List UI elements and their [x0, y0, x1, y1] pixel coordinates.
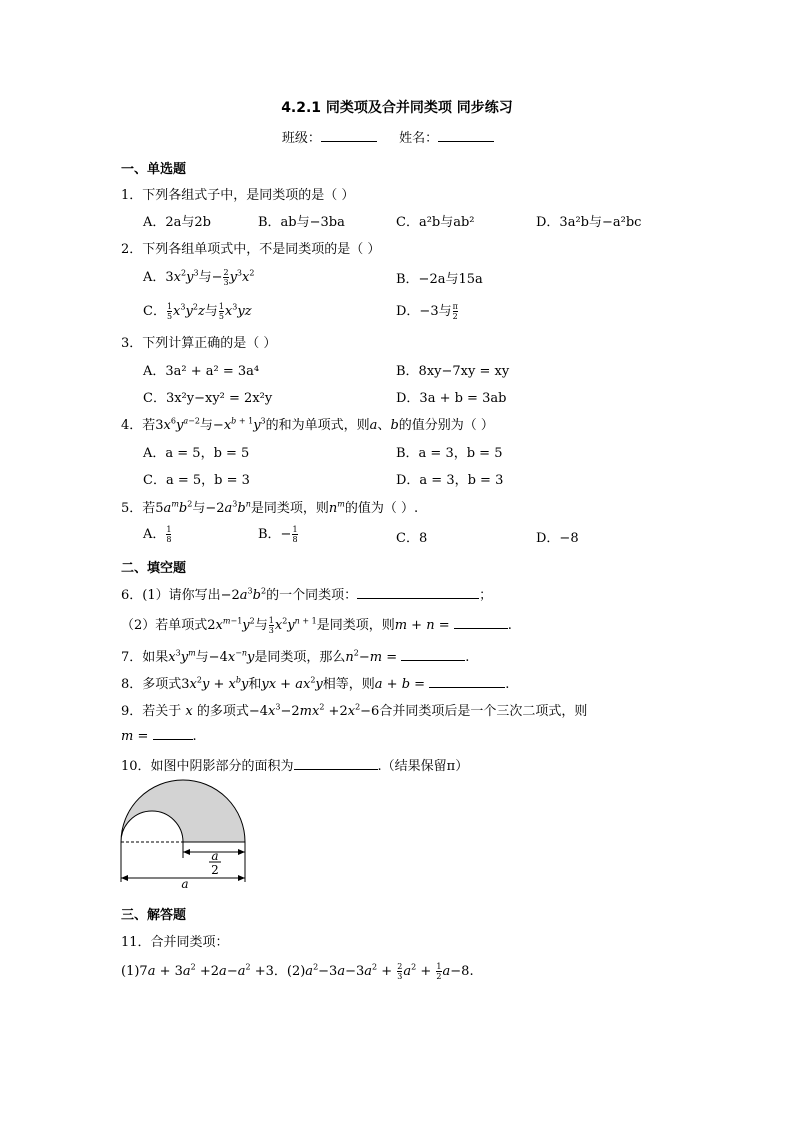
q5-option-a[interactable]: A． $\frac{1}{8}$	[143, 525, 172, 544]
q8: 8．多项式$3x^2y + x^by$和yx + $ax^2y$相等，则a + b = .	[121, 675, 510, 692]
q4-stem: 4．若$3x^6y^{a-2}$与$-x^{b + 1}y^3$的和为单项式，则a、b的值分别为（ ）	[121, 416, 494, 433]
q9-blank[interactable]	[153, 727, 193, 740]
q10-figure	[115, 778, 255, 890]
full-label: a	[181, 877, 189, 890]
q3-option-d[interactable]: D．3a + b = 3ab	[396, 391, 507, 406]
half-arrow-left	[183, 849, 190, 855]
q4-option-a[interactable]: A．a = 5，b = 5	[143, 446, 250, 461]
q1-option-a[interactable]: A．2a与2b	[143, 215, 212, 230]
q3-stem: 3．下列计算正确的是（ ）	[121, 336, 277, 351]
full-arrow-right	[238, 875, 245, 881]
q3-option-c[interactable]: C．3x²y−xy² = 2x²y	[143, 391, 273, 406]
q7-blank[interactable]	[401, 648, 465, 661]
q10-tail: .（结果保留π）	[377, 759, 469, 774]
q8-blank[interactable]	[429, 675, 505, 688]
q5-option-b[interactable]: B．− $\frac{1}{8}$	[258, 525, 298, 544]
q2-stem: 2．下列各组单项式中，不是同类项的是（ ）	[121, 242, 381, 257]
page-title: 4.2.1 同类项及合并同类项 同步练习	[281, 100, 513, 116]
q6-part2: （2）若单项式$2x^{m-1}y^2$与 $\frac{1}{3}$ $x^2y^{n + 1}$是同类项，则m + n = .	[121, 616, 512, 635]
q1-option-c[interactable]: C．a²b与ab²	[396, 215, 475, 230]
q6-blank-2[interactable]	[454, 616, 508, 629]
q1-stem: 1．下列各组式子中，是同类项的是（ ）	[121, 188, 355, 203]
q6-part1: 6．(1）请你写出$-2a^3b^2$的一个同类项： ；	[121, 586, 493, 603]
q9: 9．若关于 x 的多项式$-4x^3-2mx^2 +2x^2-6$合并同类项后是一个三次二项式，则	[121, 702, 588, 719]
q3-option-b[interactable]: B．8xy−7xy = xy	[396, 364, 510, 379]
q5-option-c[interactable]: C．8	[396, 531, 428, 546]
class-blank[interactable]	[321, 128, 377, 142]
q6-blank-1[interactable]	[357, 586, 479, 599]
name-blank[interactable]	[438, 128, 494, 142]
q2-option-b[interactable]: B．−2a与15a	[396, 272, 483, 287]
section-solve: 三、解答题	[121, 908, 187, 923]
q10-stem: 10．如图中阴影部分的面积为	[121, 759, 294, 774]
q5-option-d[interactable]: D．−8	[536, 531, 579, 546]
q4-option-c[interactable]: C．a = 5，b = 3	[143, 473, 250, 488]
full-arrow-left	[121, 875, 128, 881]
q5-stem: 5．若$5a^mb^2$与$-2a^3b^n$是同类项，则$n^m$的值为（ ）.	[121, 499, 419, 516]
q1-option-b[interactable]: B．ab与−3ba	[258, 215, 345, 230]
q4-option-b[interactable]: B．a = 3，b = 5	[396, 446, 503, 461]
half-label-den: 2	[211, 863, 219, 877]
half-arrow-right	[238, 849, 245, 855]
section-fill-blank: 二、填空题	[121, 561, 187, 576]
half-label-num: a	[211, 849, 219, 863]
q7: 7．如果$x^3y^m$与$-4x^{-n}y$是同类项，那么$n^2-m$ = .	[121, 648, 470, 665]
q2-option-a[interactable]: A．$3x^2y^3$与− $\frac{2}{3}$ $y^3x^2$	[143, 268, 255, 287]
class-label: 班级：	[281, 131, 321, 146]
student-info	[0, 127, 794, 146]
q10-blank[interactable]	[294, 757, 378, 770]
q2-option-c[interactable]: C． $\frac{1}{5}$ $x^3y^2z$与 $\frac{1}{5}$ $x^3yz$	[143, 302, 252, 321]
q2-option-d-text: D．−3与	[396, 304, 452, 319]
q4-option-d[interactable]: D．a = 3，b = 3	[396, 473, 504, 488]
q11-stem: 11．合并同类项：	[121, 935, 229, 950]
q9-cont: m = .	[121, 729, 197, 744]
name-label: 姓名：	[399, 131, 439, 146]
shaded-region	[121, 780, 245, 842]
section-single-choice: 一、单选题	[121, 162, 187, 177]
q3-option-a[interactable]: A．3a² + a² = 3a⁴	[143, 364, 260, 379]
q2-option-d[interactable]: D．−3与 $\frac{\pi}{2}$	[396, 302, 458, 321]
q1-option-d[interactable]: D．3a²b与−a²bc	[536, 215, 642, 230]
q11-expressions: $(1)7a + 3a^2 +2a-a^2 +3$．$(2)a^2-3a-3a^2$ + $\frac{2}{3}$ $a^2$ + $\frac{1}{2}$ a−8.	[121, 962, 474, 981]
q10	[121, 755, 468, 774]
